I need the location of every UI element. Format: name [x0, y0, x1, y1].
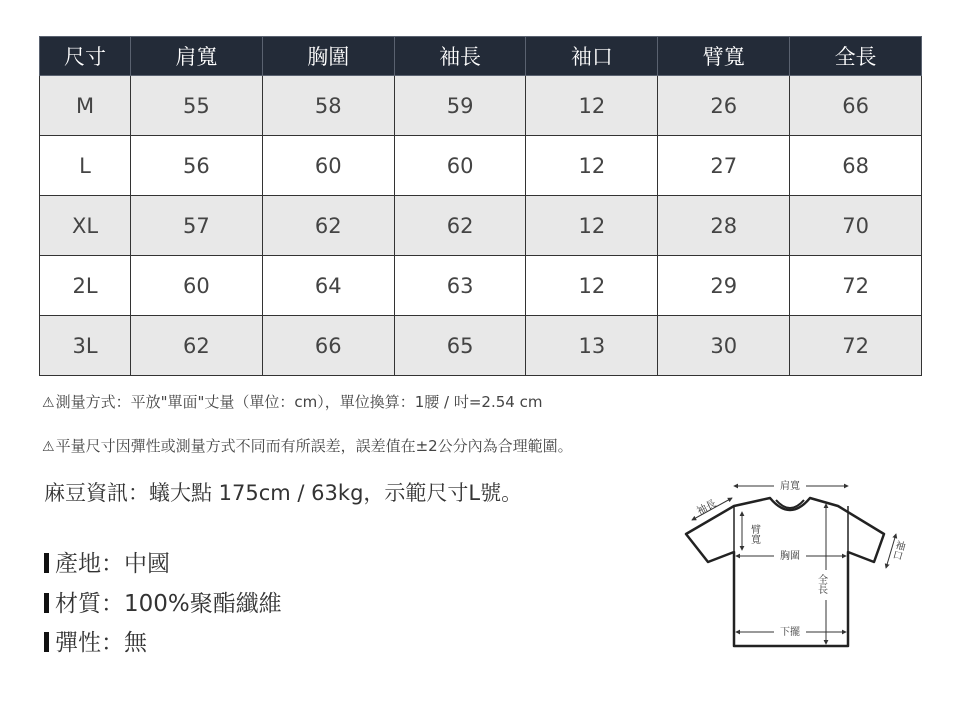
warning-icon: ⚠ [42, 395, 55, 411]
arm-width-label: 臂寬 [748, 524, 760, 544]
hem-label: 下擺 [780, 627, 800, 638]
table-row [40, 196, 922, 256]
table-cell: 72 [790, 256, 922, 316]
spec-elasticity-text: 彈性：無 [55, 630, 147, 656]
length-label: 全長 [815, 574, 827, 594]
table-cell: 66 [790, 76, 922, 136]
table-cell: 56 [131, 136, 263, 196]
table-cell: 12 [526, 136, 658, 196]
table-cell: 62 [131, 316, 263, 376]
table-cell: 2L [40, 256, 131, 316]
tshirt-measurement-diagram [678, 474, 918, 656]
chest-label: 胸圍 [780, 551, 800, 562]
spec-elasticity [44, 624, 147, 657]
table-cell: 70 [790, 196, 922, 256]
table-cell: 64 [262, 256, 394, 316]
header-arm-width: 臂寬 [658, 37, 790, 76]
table-cell: 60 [262, 136, 394, 196]
table-cell: 27 [658, 136, 790, 196]
table-header-row [40, 37, 922, 76]
table-cell: 62 [262, 196, 394, 256]
table-cell: L [40, 136, 131, 196]
table-cell: 66 [262, 316, 394, 376]
table-cell: 12 [526, 256, 658, 316]
header-chest: 胸圍 [262, 37, 394, 76]
table-cell: 28 [658, 196, 790, 256]
spec-material-text: 材質：100%聚酯纖維 [55, 591, 282, 617]
table-cell: 57 [131, 196, 263, 256]
table-cell: 58 [262, 76, 394, 136]
table-cell: 55 [131, 76, 263, 136]
tolerance-note [42, 435, 573, 456]
header-length: 全長 [790, 37, 922, 76]
table-row [40, 256, 922, 316]
table-cell: 30 [658, 316, 790, 376]
sleeve-length-label: 袖長 [695, 498, 719, 518]
table-cell: 29 [658, 256, 790, 316]
table-cell: 60 [394, 136, 526, 196]
table-cell: 72 [790, 316, 922, 376]
table-cell: 12 [526, 76, 658, 136]
warning-icon: ⚠ [42, 439, 55, 455]
header-sleeve-length: 袖長 [394, 37, 526, 76]
tolerance-note-text: 平量尺寸因彈性或測量方式不同而有所誤差，誤差值在±2公分內為合理範圍。 [55, 437, 573, 455]
measurement-note-text: 測量方式：平放"單面"丈量（單位：cm），單位換算：1腰 / 吋=2.54 cm [55, 393, 543, 411]
model-info: 麻豆資訊：蟻大點 175cm / 63kg，示範尺寸L號。 [44, 481, 523, 505]
size-table [39, 36, 922, 376]
table-row [40, 76, 922, 136]
table-cell: 65 [394, 316, 526, 376]
table-cell: M [40, 76, 131, 136]
header-shoulder: 肩寬 [131, 37, 263, 76]
spec-origin-text: 產地：中國 [55, 551, 170, 577]
cuff-label: 袖口 [889, 538, 906, 561]
bullet-bar-icon [44, 553, 49, 573]
table-cell: 12 [526, 196, 658, 256]
header-cuff: 袖口 [526, 37, 658, 76]
tshirt-outline [686, 498, 884, 646]
table-cell: 60 [131, 256, 263, 316]
table-row [40, 136, 922, 196]
header-size: 尺寸 [40, 37, 131, 76]
bullet-bar-icon [44, 593, 49, 613]
table-cell: 59 [394, 76, 526, 136]
table-cell: 26 [658, 76, 790, 136]
spec-material [44, 585, 282, 618]
measurement-note [42, 391, 542, 412]
table-cell: 3L [40, 316, 131, 376]
spec-origin [44, 545, 170, 578]
table-cell: 68 [790, 136, 922, 196]
bullet-bar-icon [44, 632, 49, 652]
table-cell: XL [40, 196, 131, 256]
table-cell: 62 [394, 196, 526, 256]
table-row [40, 316, 922, 376]
shoulder-label: 肩寬 [780, 481, 800, 492]
table-cell: 13 [526, 316, 658, 376]
table-cell: 63 [394, 256, 526, 316]
